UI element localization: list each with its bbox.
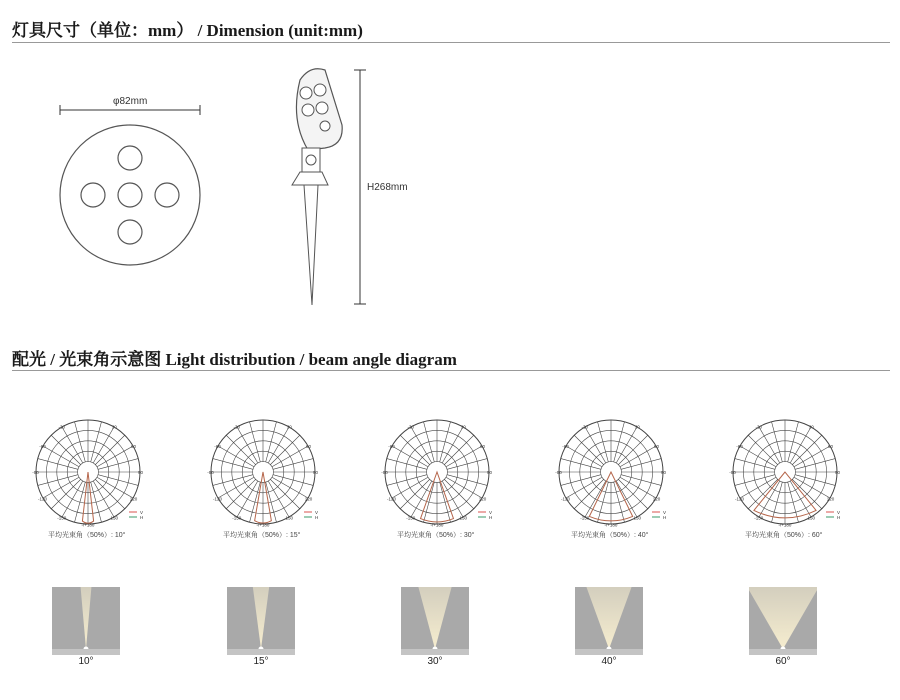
polar-spoke — [561, 459, 601, 470]
polar-spoke — [43, 446, 79, 467]
polar-tick-label: -30 — [407, 424, 415, 430]
polar-spoke — [566, 446, 602, 467]
polar-spoke — [400, 435, 429, 464]
polar-spoke — [794, 446, 830, 467]
polar-tick-label: 60 — [130, 443, 136, 449]
polar-spoke — [795, 459, 835, 470]
light-cone — [586, 587, 631, 649]
polar-tick-label: -90 — [381, 470, 388, 475]
legend-label: V — [663, 510, 667, 515]
polar-spoke — [237, 481, 258, 517]
floor-strip — [575, 649, 643, 655]
polar-spoke — [266, 422, 277, 462]
polar-spoke — [270, 479, 299, 508]
polar-spoke — [788, 482, 799, 522]
polar-spoke — [273, 459, 313, 470]
polar-spoke — [618, 479, 647, 508]
floor-strip — [227, 649, 295, 655]
height-label: H268mm — [367, 182, 408, 193]
polar-tick-label: 150 — [807, 515, 816, 521]
beam-angle-label: 60° — [775, 656, 791, 667]
polar-spoke — [273, 475, 313, 486]
polar-spoke — [442, 481, 463, 517]
polar-spoke — [268, 427, 289, 463]
beam-illustration — [227, 587, 295, 655]
polar-spoke — [574, 435, 603, 464]
polar-spoke — [98, 475, 138, 486]
polar-spoke — [38, 459, 78, 470]
polar-spoke — [62, 481, 83, 517]
polar-tick-label: 60 — [479, 443, 485, 449]
polar-tick-label: -120 — [38, 496, 48, 502]
polar-spoke — [740, 477, 776, 498]
polar-spoke — [43, 477, 79, 498]
polar-spoke — [411, 481, 432, 517]
polar-spoke — [75, 482, 86, 522]
polar-spoke — [748, 479, 777, 508]
polar-spoke — [440, 482, 451, 522]
polar-tick-label: -/+180 — [256, 522, 270, 528]
polar-spoke — [392, 446, 428, 467]
legend-label: V — [140, 510, 144, 515]
polar-spoke — [97, 477, 133, 498]
polar-diagram — [551, 412, 671, 532]
polar-spoke — [237, 427, 258, 463]
polar-spoke — [95, 435, 124, 464]
polar-spoke — [748, 435, 777, 464]
polar-spoke — [616, 427, 637, 463]
polar-spoke — [91, 422, 102, 462]
polar-spoke — [585, 481, 606, 517]
beam-angle-caption: 平均光束角（50%）: 30° — [397, 532, 475, 539]
legend-label: H — [140, 515, 144, 520]
distribution-rule — [12, 370, 890, 371]
polar-spoke — [772, 482, 783, 522]
polar-spoke — [91, 482, 102, 522]
polar-spoke — [218, 446, 254, 467]
polar-spoke — [411, 427, 432, 463]
polar-spoke — [790, 481, 811, 517]
polar-tick-label: 120 — [826, 496, 835, 502]
polar-spoke — [446, 446, 482, 467]
legend-label: H — [837, 515, 841, 520]
polar-tick-label: 30 — [111, 424, 117, 430]
polar-spoke — [226, 479, 255, 508]
beam-illustration — [749, 587, 817, 655]
polar-tick-label: 30 — [286, 424, 292, 430]
polar-spoke — [213, 475, 253, 486]
polar-tick-label: -90 — [207, 470, 214, 475]
polar-tick-label: -120 — [735, 496, 745, 502]
polar-spoke — [447, 459, 487, 470]
polar-spoke — [621, 475, 661, 486]
polar-tick-label: 90 — [660, 470, 667, 475]
diameter-label: φ82mm — [113, 96, 148, 107]
polar-diagram — [725, 412, 845, 532]
polar-tick-label: -/+180 — [430, 522, 444, 528]
polar-diagram — [28, 412, 148, 532]
polar-tick-label: -90 — [729, 470, 736, 475]
beam-angle-caption: 平均光束角（50%）: 15° — [223, 532, 301, 539]
beam-angle-label: 10° — [78, 656, 94, 667]
polar-spoke — [272, 477, 308, 498]
polar-spoke — [759, 427, 780, 463]
polar-tick-label: -90 — [555, 470, 562, 475]
polar-spoke — [97, 446, 133, 467]
polar-tick-label: 30 — [634, 424, 640, 430]
side-view-drawing — [270, 60, 380, 310]
polar-tick-label: -150 — [754, 515, 764, 521]
polar-tick-label: -150 — [580, 515, 590, 521]
polar-tick-label: -30 — [755, 424, 763, 430]
polar-spoke — [621, 459, 661, 470]
polar-spoke — [447, 475, 487, 486]
floor-strip — [401, 649, 469, 655]
polar-tick-label: 150 — [459, 515, 468, 521]
polar-tick-label: -/+180 — [604, 522, 618, 528]
polar-spoke — [270, 435, 299, 464]
polar-spoke — [788, 422, 799, 462]
polar-tick-label: -60 — [736, 443, 743, 449]
polar-spoke — [598, 422, 609, 462]
polar-tick-label: 120 — [129, 496, 138, 502]
beam-angle-caption: 平均光束角（50%）: 60° — [745, 532, 823, 539]
polar-spoke — [272, 446, 308, 467]
polar-tick-label: -150 — [406, 515, 416, 521]
polar-spoke — [735, 475, 775, 486]
polar-diagram — [377, 412, 497, 532]
dimension-title: 灯具尺寸（单位：mm） / Dimension (unit:mm) — [12, 21, 363, 40]
beam-angle-caption: 平均光束角（50%）: 40° — [571, 532, 649, 539]
polar-tick-label: -150 — [232, 515, 242, 521]
polar-spoke — [759, 481, 780, 517]
beam-illustration — [575, 587, 643, 655]
polar-spoke — [442, 427, 463, 463]
polar-tick-label: 120 — [478, 496, 487, 502]
polar-spoke — [795, 475, 835, 486]
polar-tick-label: -30 — [233, 424, 241, 430]
polar-tick-label: -/+180 — [81, 522, 95, 528]
polar-spoke — [740, 446, 776, 467]
polar-spoke — [444, 435, 473, 464]
polar-spoke — [387, 475, 427, 486]
polar-spoke — [93, 481, 114, 517]
front-view-drawing — [50, 100, 220, 280]
polar-spoke — [446, 477, 482, 498]
polar-spoke — [51, 435, 80, 464]
polar-spoke — [440, 422, 451, 462]
polar-spoke — [51, 479, 80, 508]
light-cone — [253, 587, 269, 649]
polar-tick-label: 90 — [486, 470, 493, 475]
polar-spoke — [620, 446, 656, 467]
polar-spoke — [794, 477, 830, 498]
polar-diagram — [203, 412, 323, 532]
polar-tick-label: 120 — [652, 496, 661, 502]
polar-spoke — [95, 479, 124, 508]
polar-spoke — [574, 479, 603, 508]
polar-spoke — [620, 477, 656, 498]
polar-spoke — [424, 482, 435, 522]
polar-spoke — [93, 427, 114, 463]
polar-spoke — [790, 427, 811, 463]
polar-tick-label: 30 — [460, 424, 466, 430]
legend-label: V — [315, 510, 319, 515]
light-cone — [749, 587, 817, 649]
polar-spoke — [62, 427, 83, 463]
polar-tick-label: -120 — [213, 496, 223, 502]
light-cone — [418, 587, 451, 649]
polar-tick-label: -150 — [57, 515, 67, 521]
beam-angle-label: 15° — [253, 656, 269, 667]
polar-tick-label: 150 — [110, 515, 119, 521]
polar-tick-label: 90 — [834, 470, 841, 475]
polar-spoke — [75, 422, 86, 462]
polar-tick-label: -30 — [58, 424, 66, 430]
polar-spoke — [616, 481, 637, 517]
legend-label: H — [489, 515, 493, 520]
polar-spoke — [585, 427, 606, 463]
polar-spoke — [268, 481, 289, 517]
legend-label: H — [663, 515, 667, 520]
distribution-title: 配光 / 光束角示意图 Light distribution / beam angle diagram — [12, 350, 457, 369]
polar-tick-label: 90 — [137, 470, 144, 475]
floor-strip — [52, 649, 120, 655]
polar-tick-label: -120 — [387, 496, 397, 502]
polar-spoke — [792, 435, 821, 464]
polar-spoke — [213, 459, 253, 470]
polar-tick-label: 30 — [808, 424, 814, 430]
polar-tick-label: -/+180 — [778, 522, 792, 528]
legend-label: H — [315, 515, 319, 520]
beam-angle-label: 40° — [601, 656, 617, 667]
polar-spoke — [226, 435, 255, 464]
polar-tick-label: -60 — [214, 443, 221, 449]
polar-spoke — [566, 477, 602, 498]
beam-angle-caption: 平均光束角（50%）: 10° — [48, 532, 126, 539]
polar-spoke — [218, 477, 254, 498]
polar-spoke — [735, 459, 775, 470]
polar-spoke — [424, 422, 435, 462]
polar-tick-label: -60 — [39, 443, 46, 449]
legend-label: V — [837, 510, 841, 515]
polar-spoke — [392, 477, 428, 498]
polar-spoke — [561, 475, 601, 486]
polar-tick-label: -60 — [388, 443, 395, 449]
polar-tick-label: 150 — [285, 515, 294, 521]
polar-tick-label: 60 — [827, 443, 833, 449]
polar-tick-label: -90 — [32, 470, 39, 475]
polar-tick-label: 150 — [633, 515, 642, 521]
polar-spoke — [38, 475, 78, 486]
polar-tick-label: 120 — [304, 496, 313, 502]
beam-illustration — [401, 587, 469, 655]
beam-illustration — [52, 587, 120, 655]
floor-strip — [749, 649, 817, 655]
polar-tick-label: -60 — [562, 443, 569, 449]
dimension-rule — [12, 42, 890, 43]
polar-tick-label: 60 — [305, 443, 311, 449]
polar-spoke — [387, 459, 427, 470]
polar-spoke — [772, 422, 783, 462]
polar-spoke — [792, 479, 821, 508]
polar-spoke — [98, 459, 138, 470]
polar-tick-label: -30 — [581, 424, 589, 430]
beam-angle-label: 30° — [427, 656, 443, 667]
polar-tick-label: 90 — [312, 470, 319, 475]
polar-spoke — [250, 422, 261, 462]
polar-tick-label: 60 — [653, 443, 659, 449]
legend-label: V — [489, 510, 493, 515]
light-cone — [81, 587, 92, 649]
polar-spoke — [614, 422, 625, 462]
polar-tick-label: -120 — [561, 496, 571, 502]
polar-spoke — [618, 435, 647, 464]
